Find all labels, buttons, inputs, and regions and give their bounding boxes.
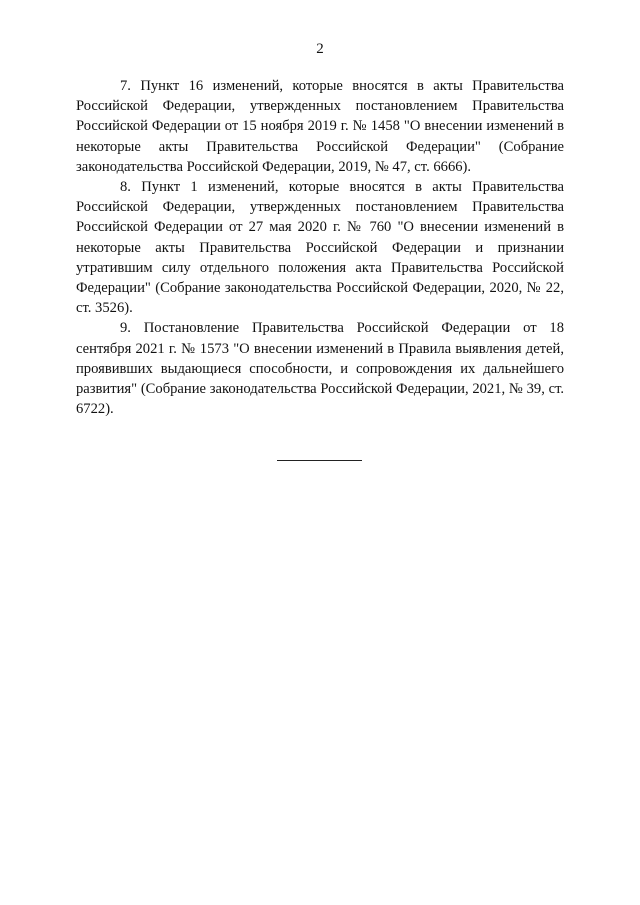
paragraph-item-9: 9. Постановление Правительства Российской Федерации от 18 сентября 2021 г. № 1573 "О внесении изменений в Правила выявления детей, проявивших выдающиеся способности, и сопровождения их дальнейшего развития" (Собрание законодательства Российской Федерации, 2021, № 39, ст. 6722). [76, 320, 564, 418]
document-body [76, 76, 564, 419]
end-divider-line [277, 460, 362, 461]
paragraph-item-7: 7. Пункт 16 изменений, которые вносятся в акты Правительства Российской Федерации, утвержденных постановлением Правительства Российской Федерации от 15 ноября 2019 г. № 1458 "О внесении изменений в некоторые акты Правительства Российской Федерации" (Собрание законодательства Российской Федерации, 2019, № 47, ст. 6666). [76, 78, 564, 175]
paragraph-item-8: 8. Пункт 1 изменений, которые вносятся в акты Правительства Российской Федерации, утвержденных постановлением Правительства Российской Федерации от 27 мая 2020 г. № 760 "О внесении изменений в некоторые акты Правительства Российской Федерации и признании утратившим силу отдельного положения акта Правительства Российской Федерации" (Собрание законодательства Российской Федерации, 2020, № 22, ст. 3526). [76, 179, 564, 317]
page-number: 2 [316, 41, 324, 57]
